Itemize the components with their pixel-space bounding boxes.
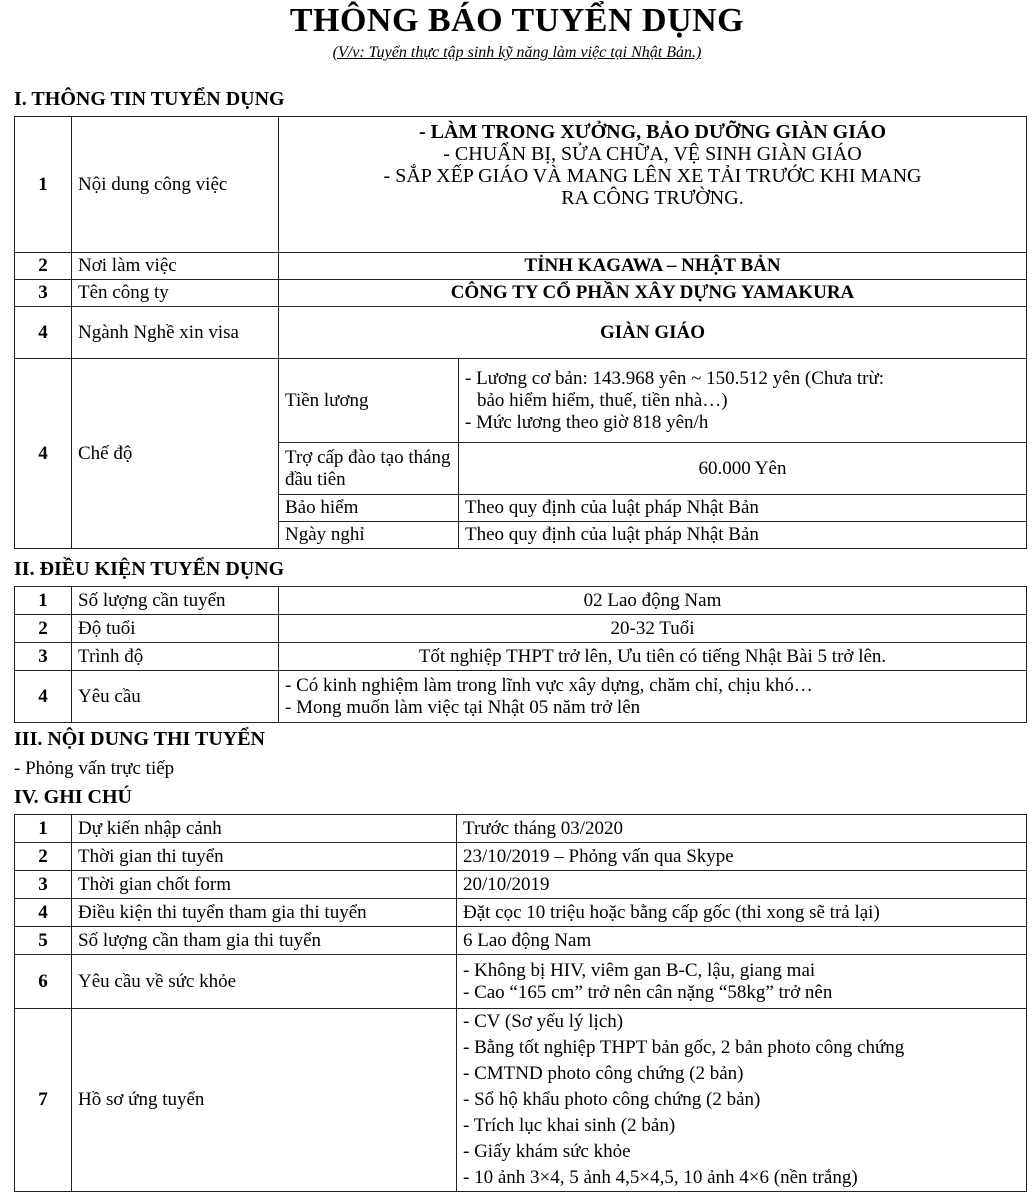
row-label: Chế độ [72, 359, 279, 549]
row-number: 1 [15, 117, 72, 253]
row-number: 4 [15, 359, 72, 549]
exam-content-item: - Phỏng vấn trực tiếp [14, 758, 175, 779]
health-line: - Không bị HIV, viêm gan B-C, lậu, giang mai [463, 959, 816, 981]
row-number: 1 [15, 815, 72, 843]
job-line: - LÀM TRONG XƯỞNG, BẢO DƯỠNG GIÀN GIÁO [418, 121, 887, 143]
row-number: 3 [15, 643, 72, 671]
job-line: RA CÔNG TRƯỜNG. [561, 187, 744, 209]
sub-value: Theo quy định của luật pháp Nhật Bản [459, 495, 1027, 522]
job-line: - SẮP XẾP GIÁO VÀ MANG LÊN XE TẢI TRƯỚC KHI MANG [383, 165, 922, 187]
sub-label: Trợ cấp đào tạo tháng đầu tiên [279, 443, 459, 495]
row-number: 4 [15, 899, 72, 927]
document-line: - Bằng tốt nghiệp THPT bản gốc, 2 bản photo công chứng [463, 1037, 905, 1058]
row-number: 2 [15, 615, 72, 643]
health-requirements [457, 955, 1027, 1009]
table-row [15, 843, 1027, 871]
page-title: THÔNG BÁO TUYỂN DỤNG [289, 2, 745, 39]
row-value: Tốt nghiệp THPT trở lên, Ưu tiên có tiếng Nhật Bài 5 trở lên. [279, 643, 1027, 671]
row-value: CÔNG TY CỔ PHẦN XÂY DỰNG YAMAKURA [279, 280, 1027, 307]
row-label: Độ tuổi [72, 615, 279, 643]
row-label: Dự kiến nhập cảnh [72, 815, 457, 843]
sub-label: Ngày nghỉ [279, 522, 459, 549]
section-3-heading: III. NỘI DUNG THI TUYỂN [14, 728, 265, 750]
conditions-table [14, 586, 1027, 723]
row-number: 6 [15, 955, 72, 1009]
page-subtitle: (V/v: Tuyển thực tập sinh kỹ năng làm việc tại Nhật Bản.) [332, 44, 702, 61]
sub-value: Theo quy định của luật pháp Nhật Bản [459, 522, 1027, 549]
table-row [15, 307, 1027, 359]
row-number: 3 [15, 280, 72, 307]
sub-label: Tiền lương [279, 359, 459, 443]
salary-line: - Mức lương theo giờ 818 yên/h [465, 411, 709, 433]
row-label: Trình độ [72, 643, 279, 671]
row-number: 7 [15, 1009, 72, 1192]
health-line: - Cao “165 cm” trở nên cân nặng “58kg” trở nên [463, 981, 833, 1003]
row-value: Trước tháng 03/2020 [457, 815, 1027, 843]
row-label: Số lượng cần tuyển [72, 587, 279, 615]
table-row [15, 871, 1027, 899]
document-line: - Giấy khám sức khỏe [463, 1141, 631, 1162]
sub-value: 60.000 Yên [459, 443, 1027, 495]
row-value: 23/10/2019 – Phỏng vấn qua Skype [457, 843, 1027, 871]
salary-line: - Lương cơ bản: 143.968 yên ~ 150.512 yên (Chưa trừ: [465, 367, 885, 389]
row-label: Thời gian chốt form [72, 871, 457, 899]
table-row [15, 815, 1027, 843]
row-number: 1 [15, 587, 72, 615]
row-number: 5 [15, 927, 72, 955]
notes-table [14, 814, 1027, 1192]
row-label: Điều kiện thi tuyển tham gia thi tuyển [72, 899, 457, 927]
table-row [15, 587, 1027, 615]
salary-line: bảo hiểm hiểm, thuế, tiền nhà…) [477, 389, 728, 411]
table-row [15, 280, 1027, 307]
table-row [15, 927, 1027, 955]
row-number: 3 [15, 871, 72, 899]
row-value: TỈNH KAGAWA – NHẬT BẢN [279, 253, 1027, 280]
row-number: 4 [15, 671, 72, 723]
row-label: Yêu cầu [72, 671, 279, 723]
row-value: 6 Lao động Nam [457, 927, 1027, 955]
requirements [279, 671, 1027, 723]
row-label: Hồ sơ ứng tuyển [72, 1009, 457, 1192]
row-value: 20/10/2019 [457, 871, 1027, 899]
row-value: 20-32 Tuổi [279, 615, 1027, 643]
table-row [15, 253, 1027, 280]
row-number: 2 [15, 253, 72, 280]
sub-label: Bảo hiểm [279, 495, 459, 522]
row-value: 02 Lao động Nam [279, 587, 1027, 615]
table-row [15, 1009, 1027, 1192]
row-label: Tên công ty [72, 280, 279, 307]
recruitment-info-table [14, 116, 1027, 549]
table-row [15, 615, 1027, 643]
table-row [15, 899, 1027, 927]
requirement-line: - Mong muốn làm việc tại Nhật 05 năm trở lên [285, 696, 641, 718]
table-row [15, 955, 1027, 1009]
table-row [15, 671, 1027, 723]
row-label: Ngành Nghề xin visa [72, 307, 279, 359]
section-1-heading: I. THÔNG TIN TUYỂN DỤNG [14, 88, 285, 110]
table-row [15, 643, 1027, 671]
row-number: 2 [15, 843, 72, 871]
row-label: Nơi làm việc [72, 253, 279, 280]
job-line: - CHUẨN BỊ, SỬA CHỮA, VỆ SINH GIÀN GIÁO [443, 143, 862, 165]
row-value: GIÀN GIÁO [279, 307, 1027, 359]
section-2-heading: II. ĐIỀU KIỆN TUYỂN DỤNG [14, 558, 285, 580]
row-value: Đặt cọc 10 triệu hoặc bằng cấp gốc (thi xong sẽ trả lại) [457, 899, 1027, 927]
document-line: - Trích lục khai sinh (2 bản) [463, 1115, 676, 1136]
row-label: Nội dung công việc [72, 117, 279, 253]
document-line: - CV (Sơ yếu lý lịch) [463, 1011, 624, 1032]
row-label: Yêu cầu về sức khỏe [72, 955, 457, 1009]
document-line: - CMTND photo công chứng (2 bản) [463, 1063, 744, 1084]
salary-details [459, 359, 1027, 443]
document-line: - 10 ảnh 3×4, 5 ảnh 4,5×4,5, 10 ảnh 4×6 (nền trắng) [463, 1167, 858, 1188]
table-row [15, 117, 1027, 253]
row-number: 4 [15, 307, 72, 359]
job-description [279, 117, 1027, 253]
row-label: Thời gian thi tuyển [72, 843, 457, 871]
application-documents [457, 1009, 1027, 1192]
document-line: - Sổ hộ khẩu photo công chứng (2 bản) [463, 1089, 761, 1110]
section-4-heading: IV. GHI CHÚ [14, 786, 132, 808]
row-label: Số lượng cần tham gia thi tuyển [72, 927, 457, 955]
table-row [15, 359, 1027, 443]
requirement-line: - Có kinh nghiệm làm trong lĩnh vực xây dựng, chăm chỉ, chịu khó… [285, 674, 813, 696]
